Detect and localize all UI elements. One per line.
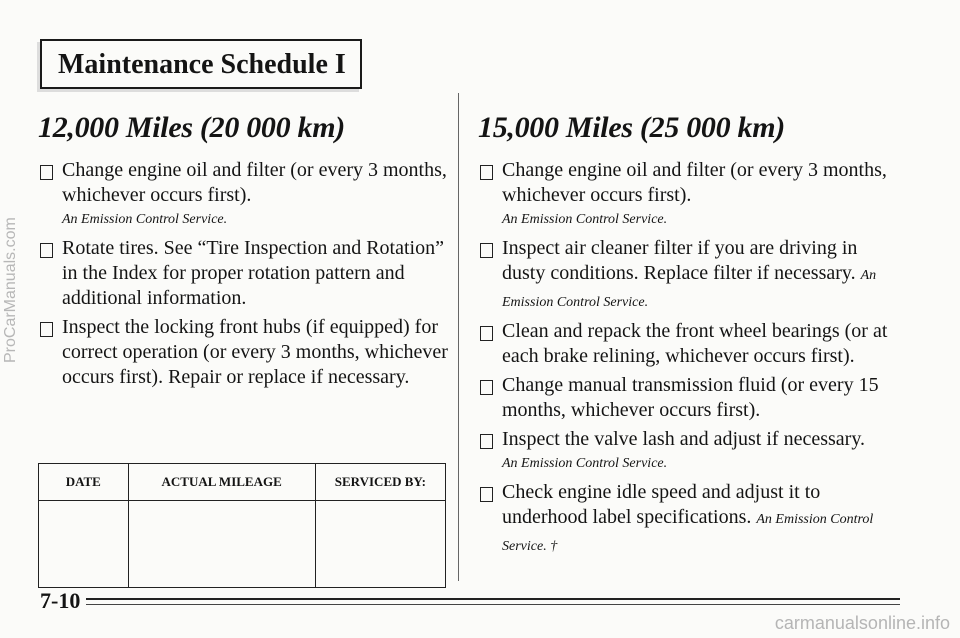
checkbox-icon[interactable]	[40, 165, 53, 180]
page-footer	[40, 588, 900, 614]
item-text: Inspect air cleaner filter if you are driving in dusty conditions. Replace filter if necessary.	[502, 237, 858, 284]
mileage-cell[interactable]	[128, 501, 315, 588]
serviced-by-cell[interactable]	[315, 501, 445, 588]
checklist-item	[38, 158, 448, 232]
checkbox-icon[interactable]	[480, 326, 493, 341]
item-note: An Emission Control Service.	[62, 212, 228, 227]
item-text: Inspect the valve lash and adjust if necessary.	[502, 428, 866, 450]
section-title: Maintenance Schedule I	[40, 39, 362, 89]
date-cell[interactable]	[39, 501, 129, 588]
right-column	[478, 110, 898, 563]
header-serviced-by: SERVICED BY:	[315, 464, 445, 501]
item-note: An Emission Control Service.	[502, 268, 877, 310]
checkbox-icon[interactable]	[480, 487, 493, 502]
checklist-item	[38, 315, 448, 390]
item-text: Change engine oil and filter (or every 3 months, whichever occurs first).	[62, 159, 447, 206]
side-watermark: ProCarManuals.com	[2, 217, 19, 363]
item-text: Clean and repack the front wheel bearings (or at each brake relining, whichever occurs first).	[502, 320, 888, 367]
header-date: DATE	[39, 464, 129, 501]
checklist-item	[478, 427, 898, 476]
item-text: Inspect the locking front hubs (if equipped) for correct operation (or every 3 months, whichever occurs first). Repair or replace if necessary.	[62, 316, 448, 388]
item-text: Change manual transmission fluid (or every 15 months, whichever occurs first).	[502, 374, 879, 421]
page-number: 7-10	[40, 588, 81, 613]
checklist-item	[478, 480, 898, 559]
service-log-table	[38, 463, 446, 588]
item-note: An Emission Control Service.	[502, 212, 668, 227]
checkbox-icon[interactable]	[40, 322, 53, 337]
checkbox-icon[interactable]	[480, 380, 493, 395]
header-actual-mileage: ACTUAL MILEAGE	[128, 464, 315, 501]
left-heading: 12,000 Miles (20 000 km)	[38, 111, 345, 144]
checklist-item	[478, 319, 898, 369]
checkbox-icon[interactable]	[480, 165, 493, 180]
checkbox-icon[interactable]	[40, 243, 53, 258]
footer-rule-thin	[86, 604, 900, 605]
bottom-watermark: carmanualsonline.info	[774, 613, 950, 633]
checkbox-icon[interactable]	[480, 434, 493, 449]
column-divider	[458, 93, 459, 581]
checklist-item	[478, 158, 898, 232]
item-text: Change engine oil and filter (or every 3 months, whichever occurs first).	[502, 159, 887, 206]
checkbox-icon[interactable]	[480, 243, 493, 258]
left-column	[38, 110, 448, 394]
item-note: An Emission Control Service.	[502, 456, 668, 471]
item-text: Check engine idle speed and adjust it to underhood label specifications.	[502, 481, 821, 528]
item-text: Rotate tires. See “Tire Inspection and Rotation” in the Index for proper rotation pattern and additional information.	[62, 237, 444, 309]
checklist-item	[478, 373, 898, 423]
footer-rule	[86, 598, 900, 600]
checklist-item	[38, 236, 448, 311]
item-note: An Emission Control Service. †	[502, 512, 874, 554]
right-heading: 15,000 Miles (25 000 km)	[478, 111, 785, 144]
checklist-item	[478, 236, 898, 315]
